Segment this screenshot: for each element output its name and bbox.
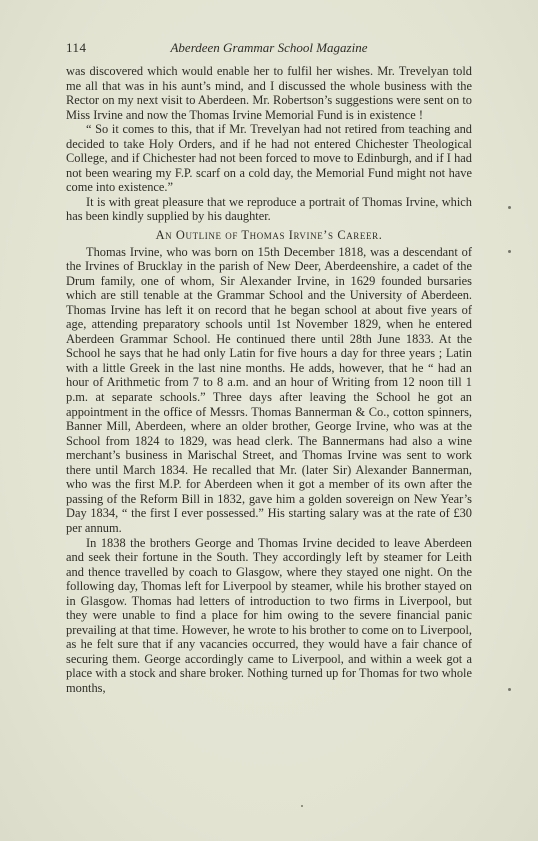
margin-speck bbox=[301, 805, 303, 807]
paragraph-career-1: Thomas Irvine, who was born on 15th December 1818, was a descendant of the Irvines of Brucklay in the parish of New Deer, Aberdeenshire, a cadet of the Drum family, one of whom, Sir Alexander Irvine, in 1629 founded bursaries which are still tenable at the Grammar School and the University of Aberdeen. Thomas Irvine has left it on record that he began school at about five years of age, attending preparatory schools until 1st November 1829, when he entered Aberdeen Grammar School. He continued there until 28th June 1833. At the School he says that he had only Latin for five hours a day for three years ; Latin with a little Greek in the last nine months. He adds, however, that he “ had an hour of Arithmetic from 7 to 8 a.m. and an hour of Writing from 12 noon till 1 p.m. at separate schools.” Three days after leaving the School he got an appointment in the office of Messrs. Thomas Bannerman & Co., cotton spinners, Banner Mill, Aberdeen, where an older brother, George Irvine, who was at the School from 1824 to 1829, was head clerk. The Bannermans had also a wine merchant’s business in Marischal Street, and Thomas Irvine was sent to work there until March 1834. He recalled that Mr. (later Sir) Alexander Bannerman, who was the first M.P. for Aberdeen when it got a member of its own after the passing of the Reform Bill in 1832, gave him a golden sovereign on New Year’s Day 1834, “ the first I ever possessed.” His starting salary was at the rate of £30 per annum. bbox=[66, 244, 472, 535]
section-heading: An Outline of Thomas Irvine’s Career. bbox=[155, 228, 383, 243]
running-head bbox=[66, 40, 472, 58]
margin-speck bbox=[508, 250, 511, 253]
page-number: 114 bbox=[66, 40, 87, 55]
paragraph-portrait-note: It is with great pleasure that we reproduce a portrait of Thomas Irvine, which has been kindly supplied by his daughter. bbox=[66, 194, 472, 224]
journal-title: Aberdeen Grammar School Magazine bbox=[170, 40, 368, 55]
margin-speck bbox=[508, 688, 511, 691]
paragraph-quote: “ So it comes to this, that if Mr. Trevelyan had not retired from teaching and decided to take Holy Orders, and if he had not entered Chichester Theological College, and if Chichester had not been forced to move to Edinburgh, and if I had not been wearing my F.P. scarf on a cold day, the Memorial Fund might not have come into existence.” bbox=[66, 122, 472, 195]
article-body bbox=[66, 64, 472, 696]
paragraph-continued: was discovered which would enable her to fulfil her wishes. Mr. Trevelyan told me all that was in his aunt’s mind, and I discussed the whole business with the Rector on my next visit to Aberdeen. Mr. Robertson’s suggestions were sent on to Miss Irvine and now the Thomas Irvine Memorial Fund is in existence ! bbox=[66, 64, 472, 122]
paragraph-career-2: In 1838 the brothers George and Thomas Irvine decided to leave Aberdeen and seek their fortune in the South. They accordingly left by steamer for Leith and thence travelled by coach to Glasgow, where they stayed one night. On the following day, Thomas left for Liverpool by steamer, while his brother stayed on in Glasgow. Thomas had letters of introduction to two firms in Liverpool, but they were unable to find a place for him owing to the severe financial panic prevailing at that time. However, he wrote to his brother to come on to Liverpool, as he felt sure that if any vacancies occurred, they would have a fair chance of securing them. George accordingly came to Liverpool, and within a week got a place with a stock and share broker. Nothing turned up for Thomas for two whole months, bbox=[66, 535, 472, 695]
margin-speck bbox=[508, 206, 511, 209]
